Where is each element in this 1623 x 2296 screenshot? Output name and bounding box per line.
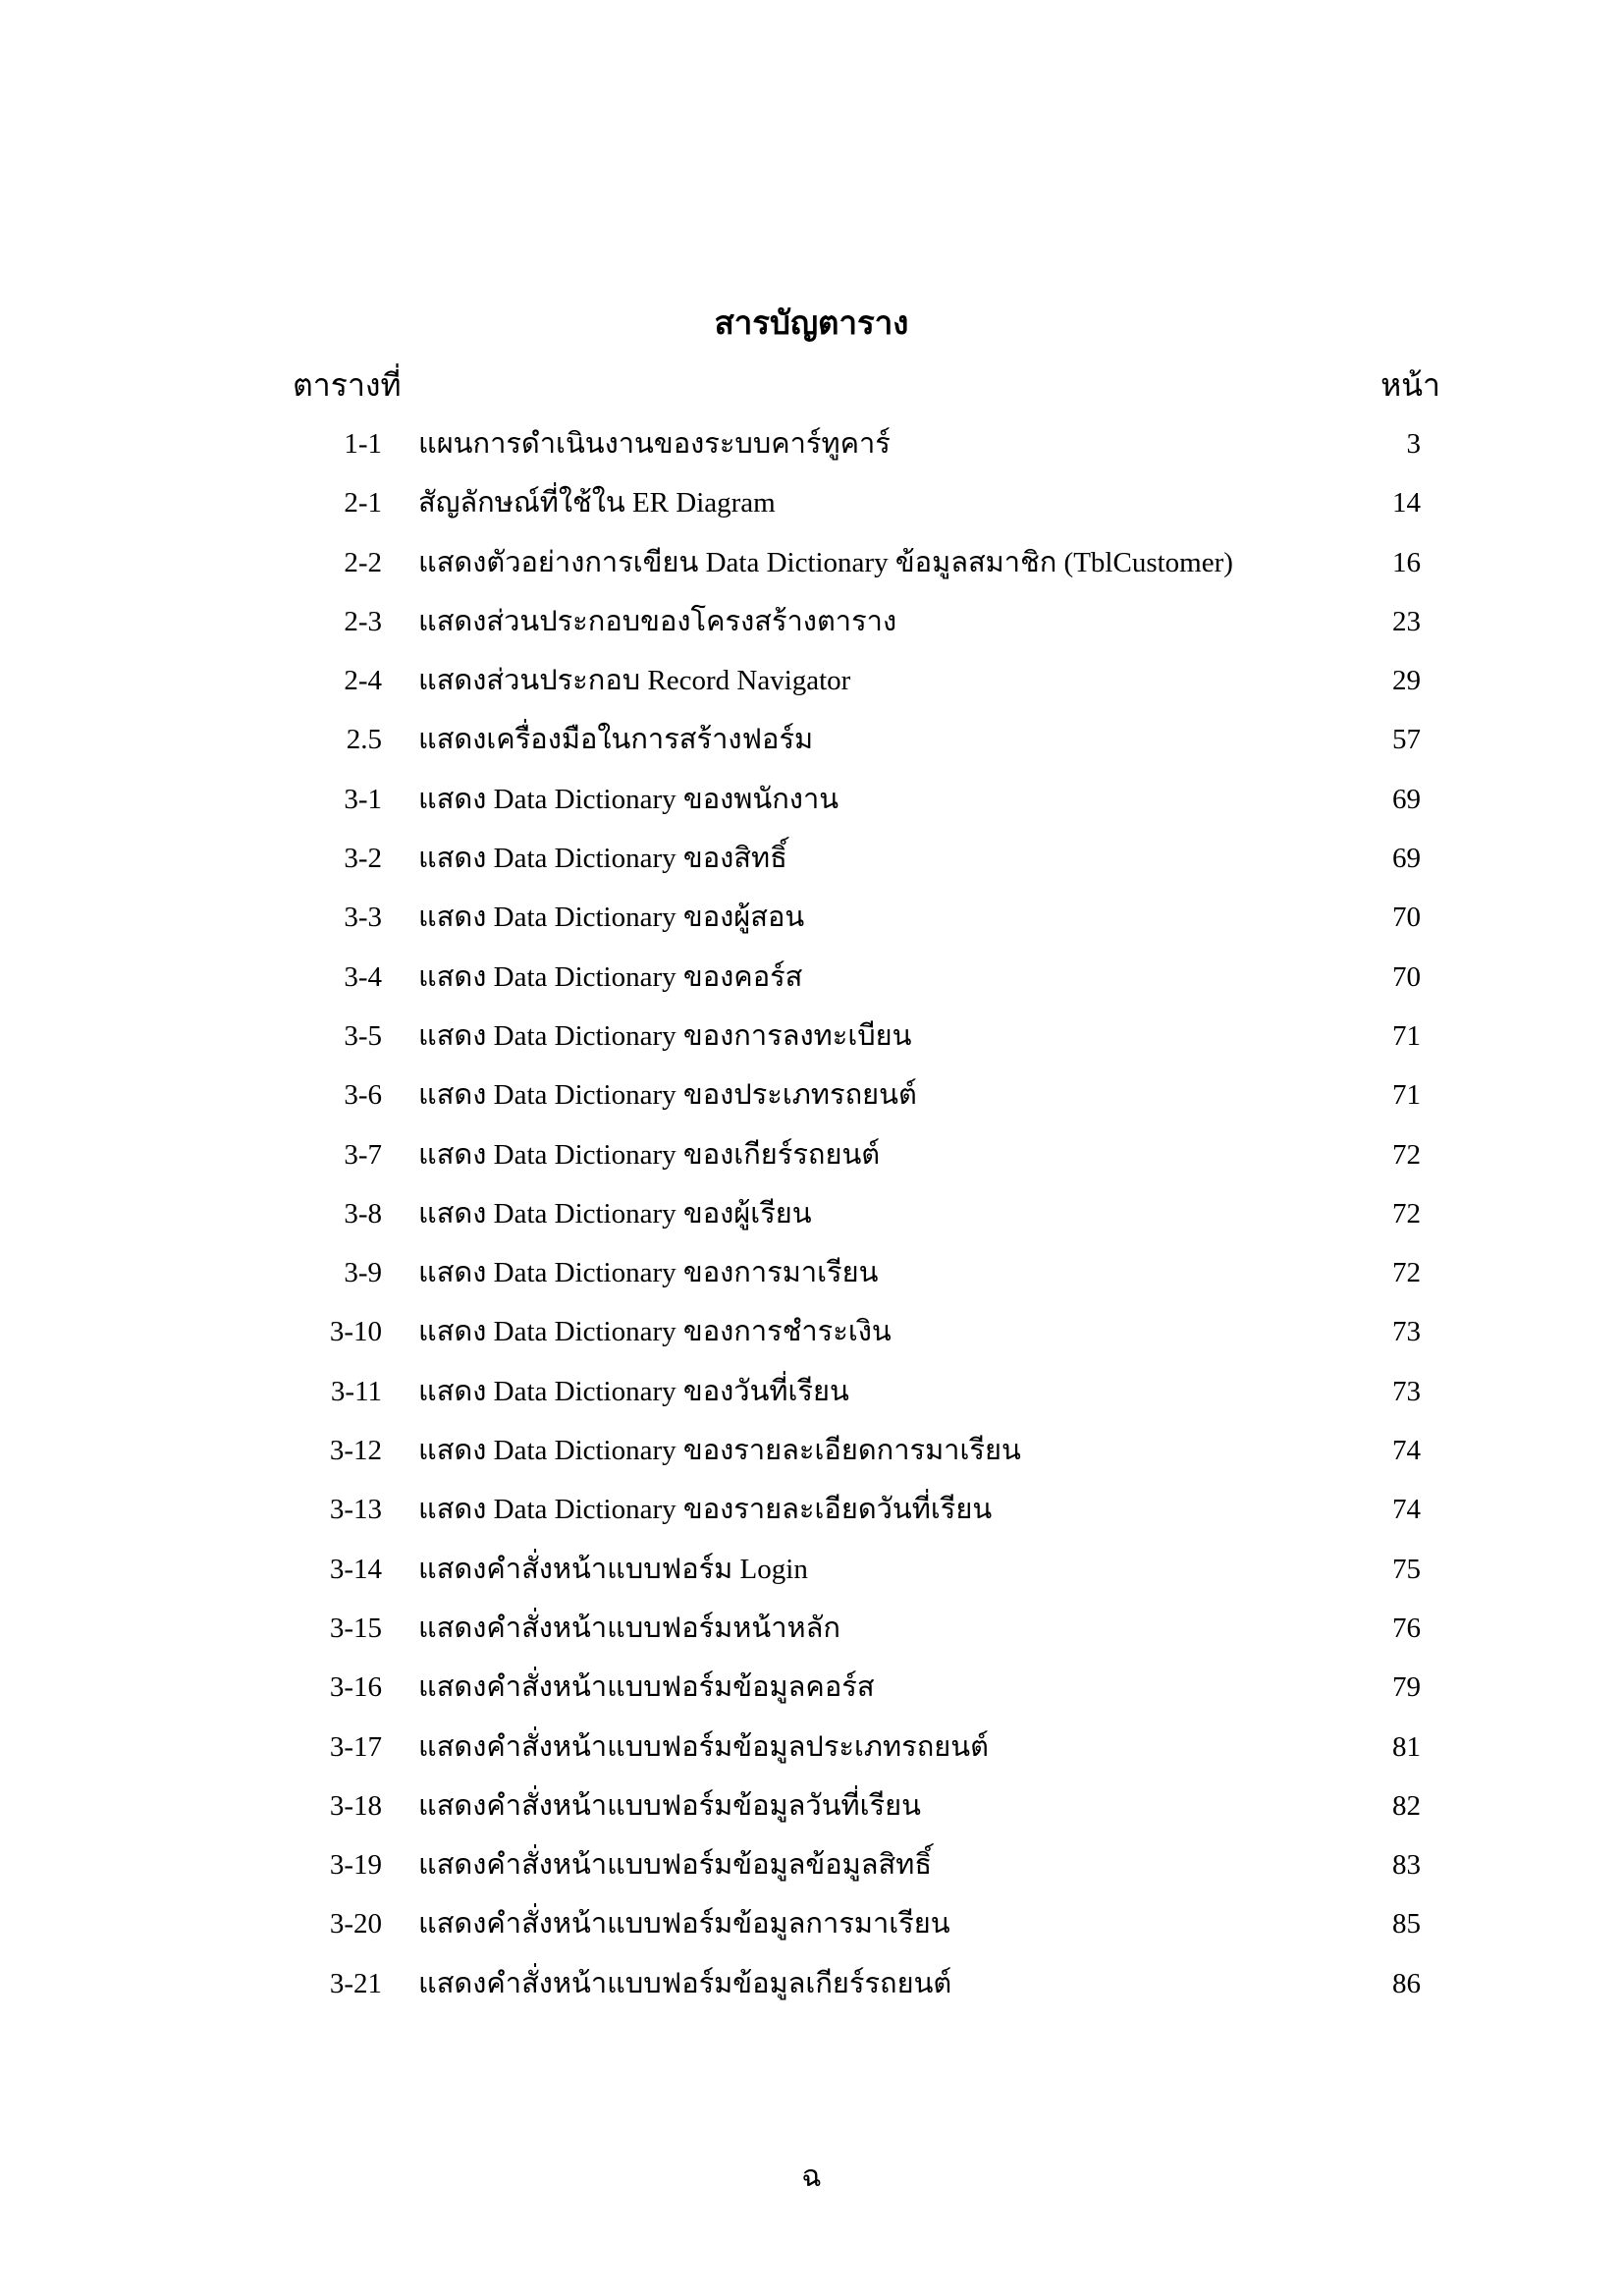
list-item xyxy=(0,896,1623,955)
table-number: 3-4 xyxy=(344,960,382,993)
table-caption: แสดงส่วนประกอบของโครงสร้างตาราง xyxy=(418,605,897,637)
page-footer-number: ฉ xyxy=(801,2160,822,2193)
page-number: 73 xyxy=(1392,1316,1421,1348)
page-number: 82 xyxy=(1392,1789,1421,1822)
list-item xyxy=(0,718,1623,777)
table-number: 3-6 xyxy=(344,1079,382,1112)
table-caption: แสดง Data Dictionary ของการชำระเงิน xyxy=(418,1316,892,1348)
list-item xyxy=(0,1251,1623,1310)
list-item xyxy=(0,1548,1623,1607)
table-caption: แสดงเครื่องมือในการสร้างฟอร์ม xyxy=(418,724,814,756)
table-number: 2.5 xyxy=(346,724,382,756)
list-item xyxy=(0,1784,1623,1843)
list-item xyxy=(0,1962,1623,2021)
table-caption: แสดงคำสั่งหน้าแบบฟอร์มข้อมูลวันที่เรียน xyxy=(418,1789,921,1822)
list-item xyxy=(0,1902,1623,1961)
page-number: 86 xyxy=(1392,1967,1421,1999)
page-number: 57 xyxy=(1392,724,1421,756)
page-number: 73 xyxy=(1392,1375,1421,1407)
table-caption: แสดงคำสั่งหน้าแบบฟอร์มข้อมูลคอร์ส xyxy=(418,1671,875,1704)
page-number: 74 xyxy=(1392,1494,1421,1526)
table-of-tables-list xyxy=(0,422,1623,2021)
list-item xyxy=(0,1429,1623,1488)
table-number: 3-21 xyxy=(329,1967,382,1999)
table-number: 3-1 xyxy=(344,783,382,815)
list-item xyxy=(0,1133,1623,1192)
table-number: 1-1 xyxy=(344,428,382,460)
table-number: 3-7 xyxy=(344,1138,382,1171)
table-number: 3-5 xyxy=(344,1019,382,1052)
table-caption: แสดงคำสั่งหน้าแบบฟอร์มหน้าหลัก xyxy=(418,1612,840,1644)
page-number-column-header: หน้า xyxy=(1380,367,1440,403)
list-item xyxy=(0,600,1623,659)
table-caption: แสดง Data Dictionary ของสิทธิ์ xyxy=(418,843,787,875)
table-number: 3-8 xyxy=(344,1197,382,1230)
table-number-column-header: ตารางที่ xyxy=(293,367,402,403)
page-number: 70 xyxy=(1392,960,1421,993)
table-caption: สัญลักษณ์ที่ใช้ใน ER Diagram xyxy=(418,487,776,519)
table-caption: แสดง Data Dictionary ของพนักงาน xyxy=(418,783,839,815)
table-number: 3-16 xyxy=(329,1671,382,1704)
table-number: 3-15 xyxy=(329,1612,382,1644)
table-caption: แสดงคำสั่งหน้าแบบฟอร์มข้อมูลการมาเรียน xyxy=(418,1908,950,1941)
table-caption: แสดง Data Dictionary ของประเภทรถยนต์ xyxy=(418,1079,917,1112)
table-caption: แผนการดำเนินงานของระบบคาร์ทูคาร์ xyxy=(418,428,891,460)
list-item xyxy=(0,1073,1623,1132)
table-caption: แสดง Data Dictionary ของการมาเรียน xyxy=(418,1257,879,1289)
page-number: 83 xyxy=(1392,1849,1421,1882)
list-item xyxy=(0,1607,1623,1666)
page-number: 76 xyxy=(1392,1612,1421,1644)
page-number: 70 xyxy=(1392,902,1421,934)
table-number: 2-4 xyxy=(344,665,382,697)
list-item xyxy=(0,956,1623,1014)
list-item xyxy=(0,541,1623,600)
list-item xyxy=(0,1370,1623,1429)
table-caption: แสดงตัวอย่างการเขียน Data Dictionary ข้อมูลสมาชิก (TblCustomer) xyxy=(418,546,1233,578)
table-number: 3-20 xyxy=(329,1908,382,1941)
table-caption: แสดง Data Dictionary ของผู้เรียน xyxy=(418,1197,812,1230)
table-number: 2-2 xyxy=(344,546,382,578)
table-caption: แสดงคำสั่งหน้าแบบฟอร์มข้อมูลข้อมูลสิทธิ์ xyxy=(418,1849,933,1882)
table-number: 2-3 xyxy=(344,605,382,637)
table-number: 3-17 xyxy=(329,1730,382,1763)
list-item xyxy=(0,1843,1623,1902)
page-number: 81 xyxy=(1392,1730,1421,1763)
page-number: 79 xyxy=(1392,1671,1421,1704)
list-item xyxy=(0,1725,1623,1784)
page-number: 3 xyxy=(1406,428,1421,460)
table-caption: แสดงคำสั่งหน้าแบบฟอร์มข้อมูลประเภทรถยนต์ xyxy=(418,1730,989,1763)
list-item xyxy=(0,659,1623,718)
table-number: 3-19 xyxy=(329,1849,382,1882)
table-number: 3-13 xyxy=(329,1494,382,1526)
page-number: 74 xyxy=(1392,1435,1421,1467)
table-caption: แสดงส่วนประกอบ Record Navigator xyxy=(418,665,851,697)
list-item xyxy=(0,1192,1623,1251)
table-caption: แสดง Data Dictionary ของการลงทะเบียน xyxy=(418,1019,912,1052)
page-number: 29 xyxy=(1392,665,1421,697)
page-number: 71 xyxy=(1392,1019,1421,1052)
table-number: 3-9 xyxy=(344,1257,382,1289)
table-number: 3-11 xyxy=(330,1375,382,1407)
table-caption: แสดง Data Dictionary ของคอร์ส xyxy=(418,960,803,993)
list-item xyxy=(0,837,1623,896)
list-item xyxy=(0,1666,1623,1724)
page-number: 69 xyxy=(1392,783,1421,815)
page-number: 71 xyxy=(1392,1079,1421,1112)
page-number: 16 xyxy=(1392,546,1421,578)
table-caption: แสดง Data Dictionary ของเกียร์รถยนต์ xyxy=(418,1138,881,1171)
table-caption: แสดง Data Dictionary ของผู้สอน xyxy=(418,902,805,934)
table-number: 2-1 xyxy=(344,487,382,519)
page-number: 23 xyxy=(1392,605,1421,637)
table-caption: แสดง Data Dictionary ของรายละเอียดวันที่เรียน xyxy=(418,1494,993,1526)
table-number: 3-2 xyxy=(344,843,382,875)
table-caption: แสดง Data Dictionary ของวันที่เรียน xyxy=(418,1375,849,1407)
table-number: 3-18 xyxy=(329,1789,382,1822)
page-number: 72 xyxy=(1392,1197,1421,1230)
list-item xyxy=(0,422,1623,481)
page-number: 85 xyxy=(1392,1908,1421,1941)
page-number: 75 xyxy=(1392,1553,1421,1585)
page-number: 69 xyxy=(1392,843,1421,875)
table-caption: แสดงคำสั่งหน้าแบบฟอร์ม Login xyxy=(418,1553,808,1585)
table-number: 3-14 xyxy=(329,1553,382,1585)
list-item xyxy=(0,481,1623,540)
page-number: 72 xyxy=(1392,1138,1421,1171)
table-caption: แสดงคำสั่งหน้าแบบฟอร์มข้อมูลเกียร์รถยนต์ xyxy=(418,1967,952,1999)
page-title: สารบัญตาราง xyxy=(714,306,909,342)
table-number: 3-3 xyxy=(344,902,382,934)
table-number: 3-12 xyxy=(329,1435,382,1467)
page-number: 14 xyxy=(1392,487,1421,519)
list-item xyxy=(0,1310,1623,1369)
list-item xyxy=(0,1488,1623,1547)
list-item xyxy=(0,778,1623,837)
table-number: 3-10 xyxy=(329,1316,382,1348)
list-item xyxy=(0,1014,1623,1073)
table-caption: แสดง Data Dictionary ของรายละเอียดการมาเรียน xyxy=(418,1435,1021,1467)
page-number: 72 xyxy=(1392,1257,1421,1289)
